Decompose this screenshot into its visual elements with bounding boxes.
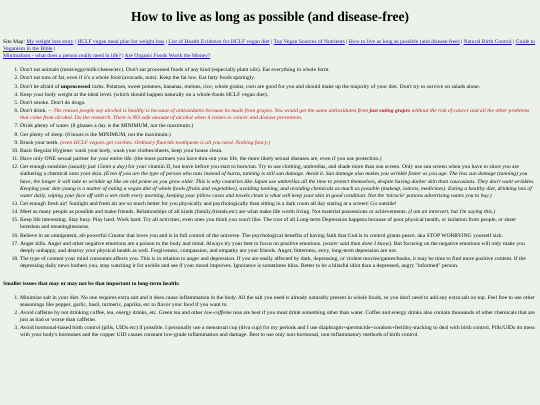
list-item: 1. Minimize salt in your diet. No one requires extra salt and it does cause inflammation in the body. All the salt you need is already naturally present in whole foods, so you don't need to add any extra salt on top. Feel free to use other seasonings like pepper, garlic, basil, turmeric, paprika, etc to flavor your food if you want to. [20,295,537,309]
list-item: 3. Avoid hormonal-based birth control (pills, UIDs etc) if possible. I personally use a menstrual cup (diva cup) for my periods and I use diaphragm+spermicide+condom+fertility-tracking to deal with birth control. Pills/UIDs do mess with your body's hormones and the copper UID causes constant low-grade inflammation and damage. Best to use only non-hormonal, non-inflammatory methods of birth control. [20,325,537,339]
link-health-evidence[interactable]: List of Health Evidence for HCLF vegan diet [168,38,270,45]
list-item: 14. Meet as many people as possible and make friends. Relationships of all kinds (family,friends,etc) are what make life worth living. Not material possessions or achievements. (I am an introvert, but I'm saying this.) [20,209,537,216]
list-item: 7. Drink plenty of water. (8 glasses a day is the MINIMUM, not the maximum.) [20,123,537,130]
link-veganism-bible[interactable]: Guide to Veganism in the Bible [3,38,536,52]
section-heading: Smaller issues that may or may not be that important to long-term health: [3,281,180,288]
list-item: 5. Don't smoke. Don't do drugs. [20,100,537,107]
list-item: 13. Get enough fresh air! Sunlight and fresh air are so much better for you physically and psychologically than sitting in a dark room all day staring at a screen! Go outside! [20,201,537,208]
list-item: 15. Keep life interesting. Stay busy. Play hard. Work hard. Try all activities, even ones you think you won't like. The root of all Long-term Depression happens because of poor physical health, or isolation from people, or sheer boredom and meaninglessness. [20,217,537,231]
site-map-label: Site Map: [3,38,25,45]
link-live-long[interactable]: How to live as long as possible (and disease-free) [348,38,460,45]
link-meal-plan[interactable]: HCLF vegan meal plan for weight loss [77,38,165,45]
list-item: 2. Avoid caffeine by not drinking coffee, tea, energy drinks, etc. Green tea and other low-caffeine teas are best if you must drink something other than water. Coffee and energy drinks also contain thousands of other chemicals that are just as bad or worse than caffeine. [20,310,537,324]
list-item: 10. Basic Regular Hygiene: wash your body, wash your clothes/sheets, keep your house clean. [20,148,537,155]
main-list [3,67,537,270]
list-item: 1. Don't eat animals (meat/eggs/milk/cheese/etc). Don't eat processed foods of any kind (especially plant oils). Eat everything in whole form. [20,67,537,74]
list-item: 12. Get enough sunshine (usually just 15min a day) for your vitamin D, but leave before you start to burn/tan. Try to use clothing, umbrellas, and shade more than sun screen. Only use sun screen when you have to since you are slathering a chemical onto your skin. (Even if you are the type of person who tans instead of burns, tanning is still sun damage. Avoid it. Sun damage also makes you wrinkle faster as you age. The less sun damage (tanning) you have, the longer it will take to wrinkle up like an old prune as you grow older. This is why countries like Japan use umbrellas all the time to protect themselves, despite having darker skin than caucasians. They don't want wrinkles. Keeping your skin young is a matter of eating a vegan diet of whole foods (fruits and vegetables), avoiding tanning, and avoiding chemicals as much as possible (makeup, lotions, medicines). Eating a healthy diet, drinking lots of water daily, wiping your face off with a wet cloth every morning, keeping your pillow cases and towels clean is what will keep your skin in good condition. Not the 'miracle' potions advertising wants you to buy.) [20,164,537,200]
list-item: 9. Brush your teeth. (even HCLF vegans get cavities. Ordinary fluoride toothpaste is all you need. Nothing fancy.) [20,140,537,147]
list-item: 2. Don't eat tons of fat, even if it's a whole food (avocado, nuts). Keep the fat low. Eat fatty foods sparingly. [20,75,537,82]
site-map: Site Map: My weight loss story | HCLF vegan meal plan for weight loss | List of Health Evidence for HCLF vegan diet | Top Vegan Sources of Nutrients | How to live as long as possible (and disease-free) | Natural Birth Control | Guide to Veganism in the Bible | Minimalism - what does a person really need in life? | Are Organic Foods Worth the Money? [3,38,536,60]
list-item: 3. Don't be afraid of unprocessed carbs. Potatoes, sweet potatoes, bananas, melons, rice, whole grains, corn are good for you and should make up the majority of your diet. Don't try to survive on salads alone. [20,84,537,91]
secondary-list [3,295,537,340]
list-item: 11. Have only ONE sexual partner for your entire life. (the more partners you have thru-out your life, the more likely sexual diseases are, even if you use protection.) [20,156,537,163]
link-minimalism[interactable]: Minimalism - what does a person really need in life? [3,53,121,60]
list-item: 6. Don't drink. -- The reason people say alcohol is healthy is because of antioxidants because its made from grapes. You would get the same antioxidants from just eating grapes without the risk of cancer and all the other problems that come from alcohol. Do the research. There is NO safe amount of alcohol when it comes to cancer and disease prevention. [20,108,537,122]
link-organic-foods[interactable]: Are Organic Foods Worth the Money? [124,53,211,60]
page-title: How to live as long as possible (and disease-free) [130,9,409,24]
list-item: 18. The type of content your mind consumes affects you. This is in relation to anger and depression. If you are easily affected by dark, depressing, or violent movies/games/books, it may be time to find more positive content. If the depressing daily news bothers you, stop watching it for awhile and see if your mood improves. Ignorance is sometimes bliss. Better to be a blissful idiot than a depressed, angry "informed" person. [20,256,537,270]
list-item: 4. Keep your body weight at the ideal level. (which should happen naturally on a whole-foods HCLF vegan diet). [20,92,537,99]
list-item: 16. Believe in an omnipotent, all-powerful Creator that loves you and is in full control of the universe. The psychological benefits of having faith that God is in control grants peace. aka STOP WORRYING yourself sick. [20,233,537,240]
link-weight-loss-story[interactable]: My weight loss story [26,38,74,45]
link-vegan-nutrients[interactable]: Top Vegan Sources of Nutrients [273,38,345,45]
list-item: 17. Anger kills. Anger and other negative emotions are a poison to the body and mind. Always try your best to focus on positive emotions. (easier said than done I know). But focusing on the negative emotions will only make you deeply unhappy, and destroy your physical health as well. Forgiveness, compassion, and empathy are your friends. Anger, bitterness, envy, long-term depression are not. [20,241,537,255]
list-item: 8. Get plenty of sleep. (8 hours is the MINIMUM, not the maximum.) [20,132,537,139]
link-birth-control[interactable]: Natural Birth Control [463,38,512,45]
